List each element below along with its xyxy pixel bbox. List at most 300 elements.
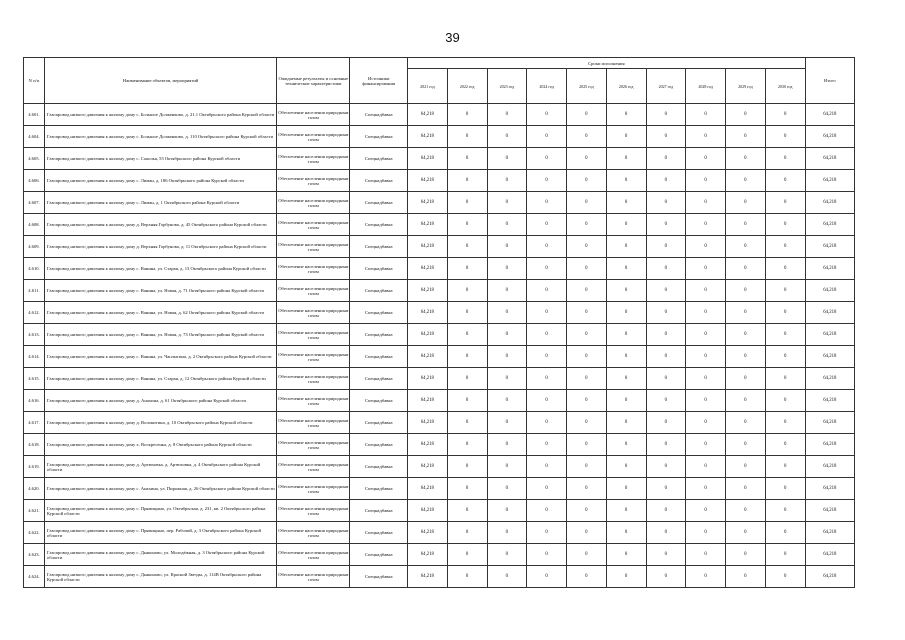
row-year-value: 0 — [726, 104, 766, 126]
table-row — [24, 258, 855, 280]
header-name: Наименование объектов, мероприятий — [44, 58, 276, 104]
row-source: Спецнадбавка — [350, 368, 408, 390]
row-source: Спецнадбавка — [350, 390, 408, 412]
row-num: 4.614. — [24, 346, 45, 368]
row-year-value: 0 — [567, 500, 607, 522]
row-year-value: 0 — [646, 566, 686, 588]
page-number: 39 — [445, 30, 460, 45]
row-year-value: 0 — [765, 368, 805, 390]
row-total: 64,218 — [805, 500, 854, 522]
row-year-value: 0 — [686, 390, 726, 412]
row-total: 64,218 — [805, 390, 854, 412]
row-year-value: 64,218 — [408, 390, 448, 412]
row-source: Спецнадбавка — [350, 192, 408, 214]
row-source: Спецнадбавка — [350, 126, 408, 148]
row-num: 4.606. — [24, 170, 45, 192]
row-year-value: 0 — [567, 324, 607, 346]
table-header — [24, 58, 855, 104]
row-year-value: 64,218 — [408, 148, 448, 170]
row-year-value: 0 — [765, 522, 805, 544]
row-year-value: 64,218 — [408, 126, 448, 148]
row-year-value: 0 — [447, 104, 487, 126]
row-year-value: 0 — [447, 456, 487, 478]
row-name: Газопровод низкого давления к жилому дому с. Прямицыно, ул. Октябрьская, д. 231, кв. 2 Октябрьского района Курской области — [44, 500, 276, 522]
row-year-value: 0 — [765, 412, 805, 434]
row-num: 4.612. — [24, 302, 45, 324]
row-year-value: 0 — [726, 434, 766, 456]
row-year-value: 0 — [726, 368, 766, 390]
row-num: 4.601. — [24, 104, 45, 126]
row-total: 64,218 — [805, 434, 854, 456]
row-source: Спецнадбавка — [350, 478, 408, 500]
row-year-value: 0 — [487, 522, 527, 544]
row-year-value: 0 — [686, 324, 726, 346]
row-result: Обеспечение населения природным газом — [277, 412, 350, 434]
row-name: Газопровод низкого давления к жилому дому с. Лиман, д. 1 Октябрьского района Курской области — [44, 192, 276, 214]
row-total: 64,218 — [805, 148, 854, 170]
row-year-value: 0 — [487, 434, 527, 456]
row-year-value: 0 — [726, 280, 766, 302]
row-name: Газопровод низкого давления к жилому дому с. Ванина, ул. Новая, д. 71 Октябрьского района Курской области — [44, 280, 276, 302]
table-body — [24, 104, 855, 588]
row-year-value: 0 — [646, 236, 686, 258]
row-year-value: 0 — [686, 346, 726, 368]
row-year-value: 0 — [487, 390, 527, 412]
row-year-value: 0 — [487, 192, 527, 214]
row-total: 64,218 — [805, 236, 854, 258]
row-source: Спецнадбавка — [350, 522, 408, 544]
row-name: Газопровод низкого давления к жилому дому с. Ванина, ул. Новая, д. 62 Октябрьского района Курской области — [44, 302, 276, 324]
row-year-value: 0 — [447, 236, 487, 258]
row-name: Газопровод низкого давления к жилому дому с. Анахина, ул. Пирожная, д. 26 Октябрьского района Курской области — [44, 478, 276, 500]
table-row — [24, 214, 855, 236]
row-total: 64,218 — [805, 126, 854, 148]
row-num: 4.611. — [24, 280, 45, 302]
row-year-value: 0 — [726, 214, 766, 236]
row-year-value: 0 — [765, 566, 805, 588]
row-year-value: 0 — [686, 434, 726, 456]
row-year-value: 0 — [447, 324, 487, 346]
row-num: 4.607. — [24, 192, 45, 214]
row-year-value: 0 — [726, 544, 766, 566]
row-year-value: 0 — [686, 104, 726, 126]
row-year-value: 0 — [686, 192, 726, 214]
row-year-value: 0 — [447, 544, 487, 566]
row-source: Спецнадбавка — [350, 434, 408, 456]
row-year-value: 0 — [646, 456, 686, 478]
row-year-value: 64,218 — [408, 456, 448, 478]
row-year-value: 0 — [646, 390, 686, 412]
row-year-value: 64,218 — [408, 280, 448, 302]
row-year-value: 0 — [765, 148, 805, 170]
row-year-value: 0 — [527, 390, 567, 412]
row-result: Обеспечение населения природным газом — [277, 236, 350, 258]
row-result: Обеспечение населения природным газом — [277, 324, 350, 346]
row-year-value: 0 — [765, 324, 805, 346]
row-year-value: 0 — [765, 214, 805, 236]
table-row — [24, 324, 855, 346]
header-year: 2021 год — [408, 69, 448, 104]
row-result: Обеспечение населения природным газом — [277, 522, 350, 544]
row-year-value: 0 — [686, 522, 726, 544]
row-year-value: 0 — [487, 214, 527, 236]
row-total: 64,218 — [805, 104, 854, 126]
row-year-value: 0 — [646, 170, 686, 192]
row-year-value: 0 — [606, 280, 646, 302]
row-year-value: 0 — [646, 346, 686, 368]
row-year-value: 0 — [447, 434, 487, 456]
row-year-value: 0 — [606, 170, 646, 192]
row-source: Спецнадбавка — [350, 412, 408, 434]
row-year-value: 0 — [686, 456, 726, 478]
table-row — [24, 346, 855, 368]
row-result: Обеспечение населения природным газом — [277, 368, 350, 390]
row-total: 64,218 — [805, 478, 854, 500]
row-source: Спецнадбавка — [350, 280, 408, 302]
row-year-value: 0 — [726, 324, 766, 346]
row-year-value: 0 — [606, 346, 646, 368]
table-row — [24, 478, 855, 500]
table-row — [24, 126, 855, 148]
row-year-value: 0 — [487, 302, 527, 324]
row-year-value: 0 — [686, 170, 726, 192]
row-year-value: 0 — [765, 544, 805, 566]
header-source: Источники финансирования — [350, 58, 408, 104]
row-year-value: 0 — [726, 126, 766, 148]
row-year-value: 0 — [646, 324, 686, 346]
row-year-value: 0 — [765, 280, 805, 302]
row-year-value: 0 — [726, 148, 766, 170]
row-year-value: 0 — [487, 148, 527, 170]
table-row — [24, 434, 855, 456]
row-year-value: 0 — [447, 412, 487, 434]
row-year-value: 0 — [686, 412, 726, 434]
row-year-value: 0 — [726, 566, 766, 588]
row-year-value: 0 — [567, 170, 607, 192]
row-name: Газопровод низкого давления к жилому дому с. Дьяконово, ул. Красной Звезды, д. 114В Октябрьского района Курской области — [44, 566, 276, 588]
row-year-value: 0 — [447, 214, 487, 236]
row-year-value: 0 — [765, 104, 805, 126]
row-total: 64,218 — [805, 258, 854, 280]
row-source: Спецнадбавка — [350, 148, 408, 170]
row-year-value: 0 — [527, 368, 567, 390]
row-result: Обеспечение населения природным газом — [277, 566, 350, 588]
row-total: 64,218 — [805, 192, 854, 214]
row-source: Спецнадбавка — [350, 346, 408, 368]
row-year-value: 64,218 — [408, 412, 448, 434]
header-year: 2025 год — [567, 69, 607, 104]
row-year-value: 0 — [646, 500, 686, 522]
row-year-value: 0 — [606, 368, 646, 390]
row-year-value: 0 — [606, 500, 646, 522]
row-name: Газопровод низкого давления к жилому дому д. Анахина, д. 61 Октябрьского района Курской области — [44, 390, 276, 412]
row-year-value: 0 — [686, 280, 726, 302]
header-period: Сроки исполнения — [408, 58, 806, 69]
table-row — [24, 390, 855, 412]
row-name: Газопровод низкого давления к жилому дому с. Ванина, ул. Старая, д. 12 Октябрьского района Курской области — [44, 368, 276, 390]
row-year-value: 0 — [606, 478, 646, 500]
row-total: 64,218 — [805, 346, 854, 368]
row-year-value: 0 — [646, 368, 686, 390]
row-result: Обеспечение населения природным газом — [277, 126, 350, 148]
row-num: 4.617. — [24, 412, 45, 434]
row-year-value: 64,218 — [408, 236, 448, 258]
row-year-value: 0 — [527, 302, 567, 324]
row-year-value: 0 — [527, 412, 567, 434]
row-year-value: 0 — [567, 126, 607, 148]
row-total: 64,218 — [805, 412, 854, 434]
row-year-value: 0 — [606, 434, 646, 456]
row-name: Газопровод низкого давления к жилому дому с. Лиман, д. 186 Октябрьского района Курской области — [44, 170, 276, 192]
header-year: 2026 год — [606, 69, 646, 104]
row-year-value: 64,218 — [408, 566, 448, 588]
row-source: Спецнадбавка — [350, 258, 408, 280]
table-row — [24, 522, 855, 544]
row-result: Обеспечение населения природным газом — [277, 170, 350, 192]
row-year-value: 0 — [567, 390, 607, 412]
row-year-value: 64,218 — [408, 544, 448, 566]
row-year-value: 0 — [646, 280, 686, 302]
row-year-value: 0 — [686, 544, 726, 566]
row-year-value: 0 — [765, 390, 805, 412]
row-year-value: 0 — [765, 500, 805, 522]
row-year-value: 0 — [527, 236, 567, 258]
row-year-value: 0 — [606, 236, 646, 258]
row-year-value: 0 — [606, 522, 646, 544]
row-result: Обеспечение населения природным газом — [277, 544, 350, 566]
row-year-value: 0 — [606, 126, 646, 148]
row-year-value: 64,218 — [408, 170, 448, 192]
row-year-value: 0 — [686, 236, 726, 258]
row-year-value: 0 — [567, 456, 607, 478]
row-year-value: 0 — [726, 390, 766, 412]
table-row — [24, 412, 855, 434]
row-source: Спецнадбавка — [350, 456, 408, 478]
row-year-value: 0 — [527, 544, 567, 566]
row-source: Спецнадбавка — [350, 500, 408, 522]
row-year-value: 0 — [447, 302, 487, 324]
row-year-value: 0 — [527, 280, 567, 302]
row-year-value: 0 — [765, 434, 805, 456]
row-year-value: 0 — [487, 500, 527, 522]
row-year-value: 0 — [447, 192, 487, 214]
row-year-value: 0 — [726, 236, 766, 258]
row-year-value: 0 — [646, 434, 686, 456]
header-year: 2022 год — [447, 69, 487, 104]
row-year-value: 64,218 — [408, 368, 448, 390]
row-total: 64,218 — [805, 544, 854, 566]
table-row — [24, 170, 855, 192]
header-result: Ожидаемые результаты и основные технические характеристики — [277, 58, 350, 104]
row-year-value: 64,218 — [408, 500, 448, 522]
table-row — [24, 302, 855, 324]
row-year-value: 0 — [567, 302, 607, 324]
row-year-value: 0 — [487, 126, 527, 148]
header-year: 2028 год — [686, 69, 726, 104]
row-year-value: 0 — [606, 544, 646, 566]
row-year-value: 0 — [447, 478, 487, 500]
row-name: Газопровод низкого давления к жилому дому х. Воскресенка, д. 8 Октябрьского района Курской области — [44, 434, 276, 456]
row-name: Газопровод низкого давления к жилому дому с. Соколья, 55 Октябрьского района Курской области — [44, 148, 276, 170]
row-year-value: 64,218 — [408, 258, 448, 280]
row-year-value: 0 — [527, 566, 567, 588]
row-year-value: 0 — [726, 478, 766, 500]
row-source: Спецнадбавка — [350, 170, 408, 192]
row-year-value: 0 — [447, 500, 487, 522]
row-year-value: 0 — [487, 478, 527, 500]
row-year-value: 0 — [527, 500, 567, 522]
row-year-value: 0 — [447, 148, 487, 170]
row-year-value: 0 — [567, 214, 607, 236]
row-year-value: 0 — [527, 478, 567, 500]
row-year-value: 0 — [726, 456, 766, 478]
row-year-value: 0 — [527, 214, 567, 236]
row-num: 4.613. — [24, 324, 45, 346]
row-year-value: 0 — [686, 258, 726, 280]
row-result: Обеспечение населения природным газом — [277, 456, 350, 478]
row-year-value: 0 — [487, 236, 527, 258]
header-year: 2030 год — [765, 69, 805, 104]
row-year-value: 0 — [765, 170, 805, 192]
row-total: 64,218 — [805, 214, 854, 236]
row-year-value: 0 — [447, 280, 487, 302]
row-year-value: 0 — [527, 126, 567, 148]
row-year-value: 64,218 — [408, 214, 448, 236]
row-year-value: 0 — [606, 192, 646, 214]
row-source: Спецнадбавка — [350, 544, 408, 566]
row-year-value: 0 — [606, 566, 646, 588]
row-year-value: 64,218 — [408, 104, 448, 126]
row-year-value: 0 — [646, 544, 686, 566]
row-year-value: 0 — [567, 148, 607, 170]
row-total: 64,218 — [805, 456, 854, 478]
row-year-value: 0 — [765, 236, 805, 258]
row-year-value: 0 — [606, 214, 646, 236]
row-year-value: 0 — [487, 170, 527, 192]
row-year-value: 0 — [527, 192, 567, 214]
row-year-value: 0 — [567, 544, 607, 566]
row-year-value: 0 — [686, 368, 726, 390]
row-num: 4.621. — [24, 500, 45, 522]
row-year-value: 64,218 — [408, 434, 448, 456]
row-num: 4.623. — [24, 544, 45, 566]
row-year-value: 0 — [726, 522, 766, 544]
header-total: Итого — [805, 58, 854, 104]
row-source: Спецнадбавка — [350, 214, 408, 236]
row-result: Обеспечение населения природным газом — [277, 258, 350, 280]
row-year-value: 0 — [726, 302, 766, 324]
row-result: Обеспечение населения природным газом — [277, 148, 350, 170]
row-year-value: 0 — [606, 148, 646, 170]
row-year-value: 64,218 — [408, 192, 448, 214]
row-year-value: 0 — [606, 324, 646, 346]
row-total: 64,218 — [805, 368, 854, 390]
row-year-value: 0 — [487, 544, 527, 566]
row-year-value: 0 — [567, 478, 607, 500]
row-year-value: 0 — [447, 346, 487, 368]
row-year-value: 0 — [487, 324, 527, 346]
row-name: Газопровод низкого давления к жилому дому с. Большое Долженково, д. 21.1 Октябрьского района Курской области — [44, 104, 276, 126]
row-result: Обеспечение населения природным газом — [277, 500, 350, 522]
row-year-value: 0 — [527, 148, 567, 170]
row-year-value: 64,218 — [408, 324, 448, 346]
row-num: 4.610. — [24, 258, 45, 280]
row-year-value: 0 — [606, 302, 646, 324]
row-name: Газопровод низкого давления к жилому дому с. Ванина, ул. Новая, д. 73 Октябрьского района Курской области — [44, 324, 276, 346]
row-name: Газопровод низкого давления к жилому дому с. Дьяконово, ул. Молодёжная, д. 3 Октябрьского района Курской области — [44, 544, 276, 566]
row-num: 4.616. — [24, 390, 45, 412]
row-year-value: 0 — [646, 412, 686, 434]
row-year-value: 0 — [527, 104, 567, 126]
row-name: Газопровод низкого давления к жилому дому с. Прямицыно, пер. Рабочий, д. 3 Октябрьского района Курской области — [44, 522, 276, 544]
row-year-value: 0 — [686, 214, 726, 236]
row-name: Газопровод низкого давления к жилому дому д. Артюховка, д. Артюховка, д. 4 Октябрьского района Курской области — [44, 456, 276, 478]
row-year-value: 0 — [527, 258, 567, 280]
row-year-value: 0 — [487, 412, 527, 434]
row-year-value: 0 — [567, 346, 607, 368]
row-year-value: 0 — [726, 258, 766, 280]
row-year-value: 0 — [765, 258, 805, 280]
table-row — [24, 280, 855, 302]
row-year-value: 0 — [606, 390, 646, 412]
row-source: Спецнадбавка — [350, 236, 408, 258]
table-row — [24, 456, 855, 478]
table-row — [24, 148, 855, 170]
header-year: 2024 год — [527, 69, 567, 104]
row-num: 4.622. — [24, 522, 45, 544]
row-num: 4.605. — [24, 148, 45, 170]
row-name: Газопровод низкого давления к жилому дому д. Волокитина, д. 10 Октябрьского района Курской области — [44, 412, 276, 434]
row-year-value: 0 — [567, 412, 607, 434]
row-source: Спецнадбавка — [350, 324, 408, 346]
table-row — [24, 192, 855, 214]
row-result: Обеспечение населения природным газом — [277, 104, 350, 126]
row-num: 4.624. — [24, 566, 45, 588]
row-year-value: 0 — [487, 104, 527, 126]
row-year-value: 0 — [726, 500, 766, 522]
row-name: Газопровод низкого давления к жилому дому д. Верхняя Горбунова, д. 11 Октябрьского района Курской области — [44, 236, 276, 258]
row-year-value: 0 — [765, 478, 805, 500]
row-source: Спецнадбавка — [350, 566, 408, 588]
row-source: Спецнадбавка — [350, 104, 408, 126]
table-row — [24, 500, 855, 522]
row-year-value: 0 — [487, 566, 527, 588]
row-result: Обеспечение населения природным газом — [277, 214, 350, 236]
row-year-value: 0 — [527, 170, 567, 192]
row-year-value: 0 — [447, 522, 487, 544]
row-year-value: 0 — [447, 566, 487, 588]
row-num: 4.609. — [24, 236, 45, 258]
row-total: 64,218 — [805, 280, 854, 302]
header-num: N п/п — [24, 58, 45, 104]
row-year-value: 0 — [726, 346, 766, 368]
row-year-value: 0 — [567, 566, 607, 588]
row-result: Обеспечение населения природным газом — [277, 434, 350, 456]
row-total: 64,218 — [805, 324, 854, 346]
row-year-value: 0 — [567, 258, 607, 280]
row-year-value: 0 — [686, 302, 726, 324]
row-result: Обеспечение населения природным газом — [277, 346, 350, 368]
row-year-value: 0 — [527, 456, 567, 478]
row-year-value: 0 — [646, 148, 686, 170]
row-year-value: 0 — [487, 456, 527, 478]
row-year-value: 0 — [447, 170, 487, 192]
row-result: Обеспечение населения природным газом — [277, 280, 350, 302]
row-year-value: 0 — [567, 236, 607, 258]
row-year-value: 0 — [765, 302, 805, 324]
table-row — [24, 236, 855, 258]
row-year-value: 0 — [527, 346, 567, 368]
